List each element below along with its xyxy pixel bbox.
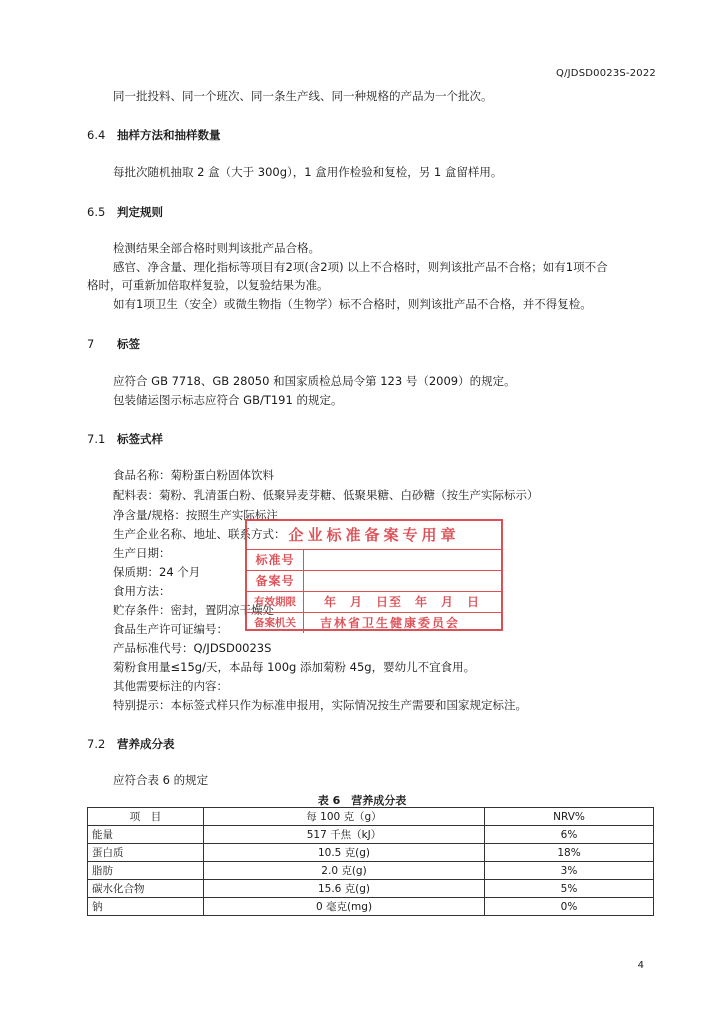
stamp-row-validity <box>247 592 501 613</box>
label-line-production-date: 生产日期： <box>113 546 171 560</box>
nutrient-nrv: 3% <box>485 862 654 880</box>
stamp-row-standard-number <box>247 550 501 571</box>
table-header-row <box>88 808 654 826</box>
stamp-value: 年 月 日至 年 月 日 <box>324 595 481 609</box>
nutrient-amount: 2.0 克(g) <box>204 862 485 880</box>
stamp-row-authority <box>247 613 501 633</box>
filing-stamp <box>245 519 503 631</box>
stamp-value: 吉林省卫生健康委员会 <box>320 616 461 630</box>
section-title: 判定规则 <box>117 205 163 219</box>
nutrient-amount: 15.6 克(g) <box>204 880 485 898</box>
stamp-label: 有效期限 <box>247 592 304 612</box>
nutrient-name: 钠 <box>88 898 204 916</box>
label-line-net-content: 净含量/规格：按照生产实际标注 <box>113 508 278 522</box>
judgement-para-2a: 感官、净含量、理化指标等项目有2项(含2项) 以上不合格时，则判该批产品不合格；如有1项不合 <box>113 260 608 274</box>
nutrient-name: 能量 <box>88 826 204 844</box>
section-number: 6.4 <box>87 128 106 142</box>
section-6-5-heading <box>87 204 163 220</box>
label-line-storage: 贮存条件：密封，置阴凉干燥处 <box>113 603 274 617</box>
label-line-special-note: 特别提示：本标签式样只作为标准申报用，实际情况按生产需要和国家规定标注。 <box>113 698 527 712</box>
nutrient-name: 脂肪 <box>88 862 204 880</box>
nutrient-amount: 10.5 克(g) <box>204 844 485 862</box>
header-nrv: NRV% <box>485 808 654 826</box>
judgement-para-3: 如有1项卫生（安全）或微生物指（生物学）标不合格时，则判该批产品不合格，并不得复检。 <box>113 297 592 311</box>
batch-definition: 同一批投料、同一个班次、同一条生产线、同一种规格的产品为一个批次。 <box>113 89 493 103</box>
document-code: Q/JDSD0023S-2022 <box>556 68 656 79</box>
nutrient-name: 碳水化合物 <box>88 880 204 898</box>
stamp-value <box>304 571 501 591</box>
label-line-other: 其他需要标注的内容： <box>113 679 228 693</box>
label-line-usage: 食用方法： <box>113 584 171 598</box>
nutrition-requirement: 应符合表 6 的规定 <box>113 773 209 787</box>
section-6-4-heading <box>87 127 221 143</box>
section-number: 7.2 <box>87 737 106 751</box>
judgement-para-2b: 格时，可重新加倍取样复验，以复验结果为准。 <box>87 278 329 292</box>
table-row <box>88 898 654 916</box>
stamp-label: 备案号 <box>247 571 304 591</box>
section-7-2-heading <box>87 736 175 752</box>
table-caption: 表 6 营养成分表 <box>317 794 407 807</box>
label-line-license: 食品生产许可证编号： <box>113 622 228 636</box>
page-number: 4 <box>637 960 644 971</box>
section-title: 抽样方法和抽样数量 <box>117 128 221 142</box>
stamp-label: 备案机关 <box>247 613 304 633</box>
table-row <box>88 862 654 880</box>
header-item: 项 目 <box>88 808 204 826</box>
label-para-1: 应符合 GB 7718、GB 28050 和国家质检总局令第 123 号（2009）的规定。 <box>113 374 516 388</box>
table-row <box>88 880 654 898</box>
judgement-para-1: 检测结果全部合格时则判该批产品合格。 <box>113 241 320 255</box>
stamp-value <box>304 550 501 570</box>
section-number: 6.5 <box>87 205 106 219</box>
nutrient-nrv: 5% <box>485 880 654 898</box>
nutrient-nrv: 0% <box>485 898 654 916</box>
header-per-100g: 每 100 克（g） <box>204 808 485 826</box>
section-title: 标签式样 <box>117 432 163 446</box>
label-line-ingredients: 配料表：菊粉、乳清蛋白粉、低聚异麦芽糖、低聚果糖、白砂糖（按生产实际标示） <box>113 488 539 502</box>
section-7-heading <box>87 336 140 352</box>
table-row <box>88 844 654 862</box>
section-title: 营养成分表 <box>117 737 175 751</box>
label-line-manufacturer: 生产企业名称、地址、联系方式： <box>113 527 286 541</box>
label-para-2: 包装储运图示标志应符合 GB/T191 的规定。 <box>113 393 343 407</box>
label-line-food-name: 食品名称：菊粉蛋白粉固体饮料 <box>113 468 274 482</box>
nutrient-nrv: 18% <box>485 844 654 862</box>
stamp-row-filing-number <box>247 571 501 592</box>
stamp-label: 标准号 <box>247 550 304 570</box>
nutrient-amount: 0 毫克(mg) <box>204 898 485 916</box>
label-line-standard-code: 产品标准代号：Q/JDSD0023S <box>113 641 272 655</box>
table-row <box>88 826 654 844</box>
label-line-shelf-life: 保质期：24 个月 <box>113 565 201 579</box>
sampling-text: 每批次随机抽取 2 盒（大于 300g），1 盒用作检验和复检，另 1 盒留样用。 <box>113 165 503 179</box>
section-title: 标签 <box>117 337 140 351</box>
stamp-title: 企业标准备案专用章 <box>247 521 501 550</box>
section-7-1-heading <box>87 431 163 447</box>
section-number: 7 <box>87 337 95 351</box>
nutrient-nrv: 6% <box>485 826 654 844</box>
nutrition-table <box>87 807 654 916</box>
label-line-dosage: 菊粉食用量≤15g/天，本品每 100g 添加菊粉 45g，婴幼儿不宜食用。 <box>113 660 476 674</box>
section-number: 7.1 <box>87 432 106 446</box>
nutrient-amount: 517 千焦（kJ） <box>204 826 485 844</box>
nutrient-name: 蛋白质 <box>88 844 204 862</box>
